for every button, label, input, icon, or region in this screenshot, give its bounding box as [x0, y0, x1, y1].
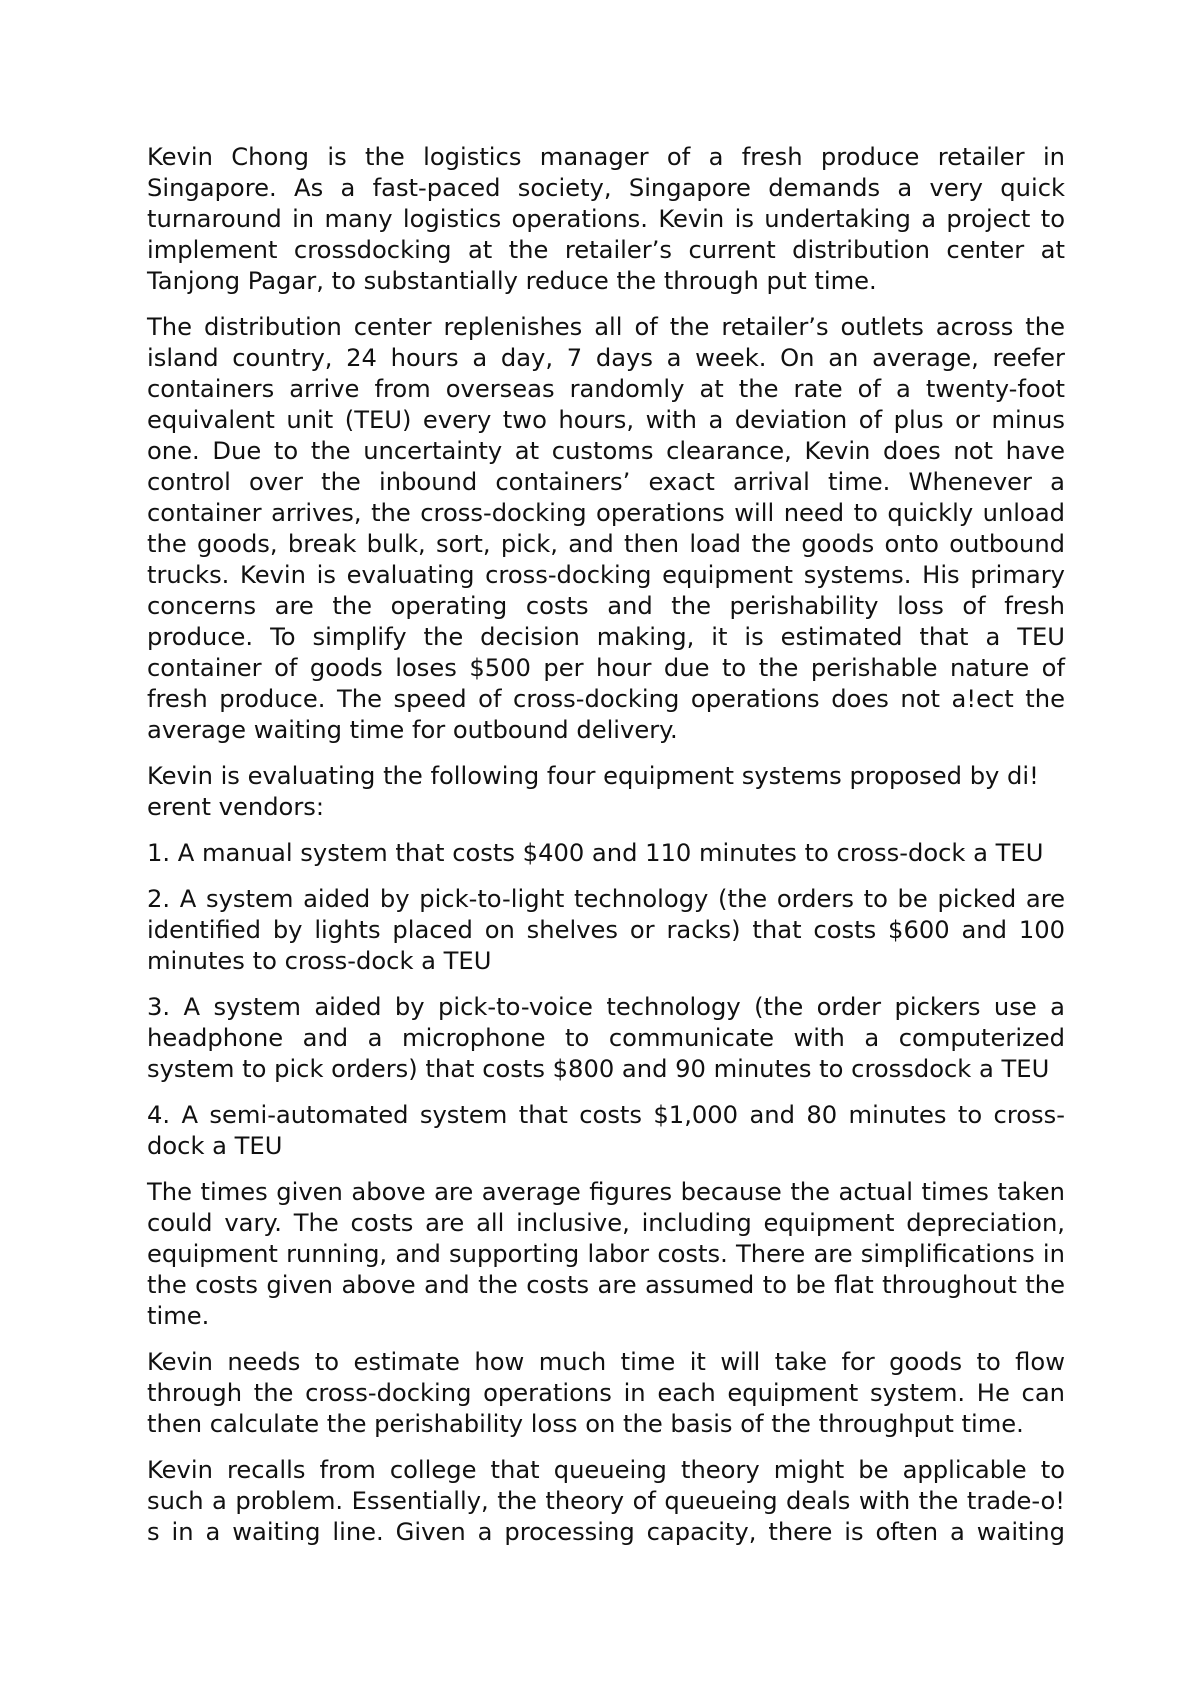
estimate-paragraph: Kevin needs to estimate how much time it will take for goods to flow through the cross-docking operations in each equipment system. He can then calculate the perishability loss on the basis of the throughput time.	[147, 1348, 1065, 1438]
distribution-center-paragraph: The distribution center replenishes all of the retailer’s outlets across the island country, 24 hours a day, 7 days a week. On an average, reefer containers arrive from overseas randomly at the rate of a twenty-foot equivalent unit (TEU) every two hours, with a deviation of plus or minus one. Due to the uncertainty at customs clearance, Kevin does not have control over the inbound containers’ exact arrival time. Whenever a container arrives, the cross-docking operations will need to quickly unload the goods, break bulk, sort, pick, and then load the goods onto outbound trucks. Kevin is evaluating cross-docking equipment systems. His primary concerns are the operating costs and the perishability loss of fresh produce. To simplify the decision making, it is estimated that a TEU container of goods loses $500 per hour due to the perishable nature of fresh produce. The speed of cross-docking operations does not a!ect the average waiting time for outbound delivery.	[147, 313, 1065, 744]
times-costs-paragraph: The times given above are average figures because the actual times taken could vary. The costs are all inclusive, including equipment depreciation, equipment running, and supporting labor costs. There are simplifications in the costs given above and the costs are assumed to be flat throughout the time.	[147, 1178, 1065, 1330]
option-1-item: 1. A manual system that costs $400 and 110 minutes to cross-dock a TEU	[147, 839, 1044, 867]
option-3-item: 3. A system aided by pick-to-voice technology (the order pickers use a headphone and a microphone to communicate with a computerized system to pick orders) that costs $800 and 90 minutes to crossdock a TEU	[147, 993, 1065, 1083]
equipment-intro-paragraph: Kevin is evaluating the following four equipment systems proposed by di! erent vendors:	[147, 762, 1039, 821]
document-page	[147, 142, 1065, 1563]
intro-paragraph: Kevin Chong is the logistics manager of a fresh produce retailer in Singapore. As a fast-paced society, Singapore demands a very quick turnaround in many logistics operations. Kevin is undertaking a project to implement crossdocking at the retailer’s current distribution center at Tanjong Pagar, to substantially reduce the through put time.	[147, 143, 1065, 295]
option-4-item: 4. A semi-automated system that costs $1,000 and 80 minutes to cross-dock a TEU	[147, 1101, 1065, 1160]
option-2-item: 2. A system aided by pick-to-light technology (the orders to be picked are identified by lights placed on shelves or racks) that costs $600 and 100 minutes to cross-dock a TEU	[147, 885, 1065, 975]
queueing-paragraph: Kevin recalls from college that queueing theory might be applicable to such a problem. Essentially, the theory of queueing deals with the trade-o! s in a waiting line. Given a processing capacity, there is often a waiting	[147, 1456, 1065, 1546]
